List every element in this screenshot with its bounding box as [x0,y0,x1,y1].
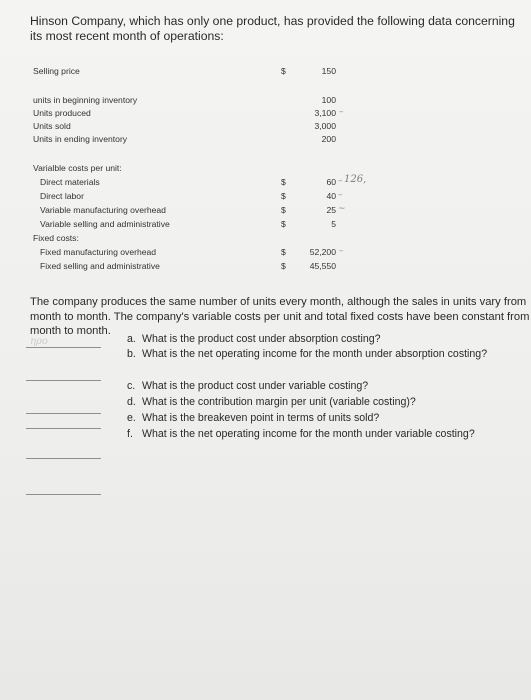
question-text: What is the net operating income for the month under variable costing? [142,428,475,440]
value-units-sold: 3,000 [314,121,336,131]
row-variable-header [0,163,531,177]
question-letter: b. [127,348,136,360]
pen-tick-mark: – [339,246,344,256]
description-paragraph: The company produces the same number of units every month, although the sales in units vary from month to month. The company's variable costs per unit and total fixed costs have been constant from month to month. [30,296,530,338]
label-fixed-sa: Fixed selling and administrative [40,261,160,271]
answer-blank [26,380,101,381]
dollar-sign: $ [281,219,286,229]
label-units-beginning: units in beginning inventory [33,95,138,105]
row-fixed-header [0,233,531,247]
row-fixed-moh [0,247,531,261]
value-variable-moh: 25 [326,205,336,215]
label-selling-price: Selling price [33,66,80,76]
question-text: What is the breakeven point in terms of units sold? [142,412,380,424]
question-letter: c. [127,380,136,392]
label-fixed-moh: Fixed manufacturing overhead [40,247,157,257]
label-variable-moh: Variable manufacturing overhead [40,205,166,215]
answer-blank [26,428,101,429]
answer-blank [26,458,101,459]
intro-paragraph: Hinson Company, which has only one product, has provided the following data concerning its most recent month of operations: [30,14,515,43]
value-direct-labor: 40 [326,191,336,201]
handwritten-note: 126, [344,174,367,185]
dollar-sign: $ [281,191,286,201]
label-units-produced: Units produced [33,108,91,118]
value-units-produced: 3,100 [314,108,336,118]
answer-blank [26,347,101,348]
value-variable-sa: 5 [331,219,336,229]
row-variable-sa [0,219,531,233]
question-letter: d. [127,396,136,408]
row-units-beginning [0,95,531,109]
row-units-sold [0,121,531,135]
value-fixed-sa: 45,550 [309,261,336,271]
value-units-ending: 200 [321,134,336,144]
label-direct-materials: Direct materials [40,177,100,187]
dollar-sign: $ [281,261,286,271]
label-direct-labor: Direct labor [40,191,84,201]
row-variable-moh [0,205,531,219]
question-letter: e. [127,412,136,424]
pen-tick-mark: – [338,176,343,186]
dollar-sign: $ [281,205,286,215]
pen-tick-mark: ~ [338,204,346,214]
row-direct-materials [0,177,531,191]
value-selling-price: 150 [321,66,336,76]
answer-blank [26,413,101,414]
row-selling-price [0,66,531,80]
value-direct-materials: 60 [326,177,336,187]
pen-tick-mark: – [338,190,343,200]
value-fixed-moh: 52,200 [309,247,336,257]
pen-tick-mark: – [339,107,344,117]
label-fixed-header: Fixed costs: [33,233,79,243]
dollar-sign: $ [281,247,286,257]
dollar-sign: $ [281,177,286,187]
row-units-produced [0,108,531,122]
value-units-beginning: 100 [321,95,336,105]
dollar-sign: $ [281,66,286,76]
question-text: What is the product cost under variable costing? [142,380,369,392]
question-text: What is the contribution margin per unit (variable costing)? [142,396,416,408]
question-letter: a. [127,333,136,345]
label-units-sold: Units sold [33,121,71,131]
label-variable-sa: Variable selling and administrative [40,219,170,229]
question-text: What is the product cost under absorption costing? [142,333,381,345]
row-units-ending [0,134,531,148]
answer-blank [26,494,101,495]
row-direct-labor [0,191,531,205]
row-fixed-sa [0,261,531,275]
label-variable-header: Varialble costs per unit: [33,163,122,173]
faint-pencil-scribble: ηρο [30,336,48,347]
question-letter: f. [127,428,133,440]
question-text: What is the net operating income for the month under absorption costing? [142,348,488,360]
label-units-ending: Units in ending inventory [33,134,128,144]
